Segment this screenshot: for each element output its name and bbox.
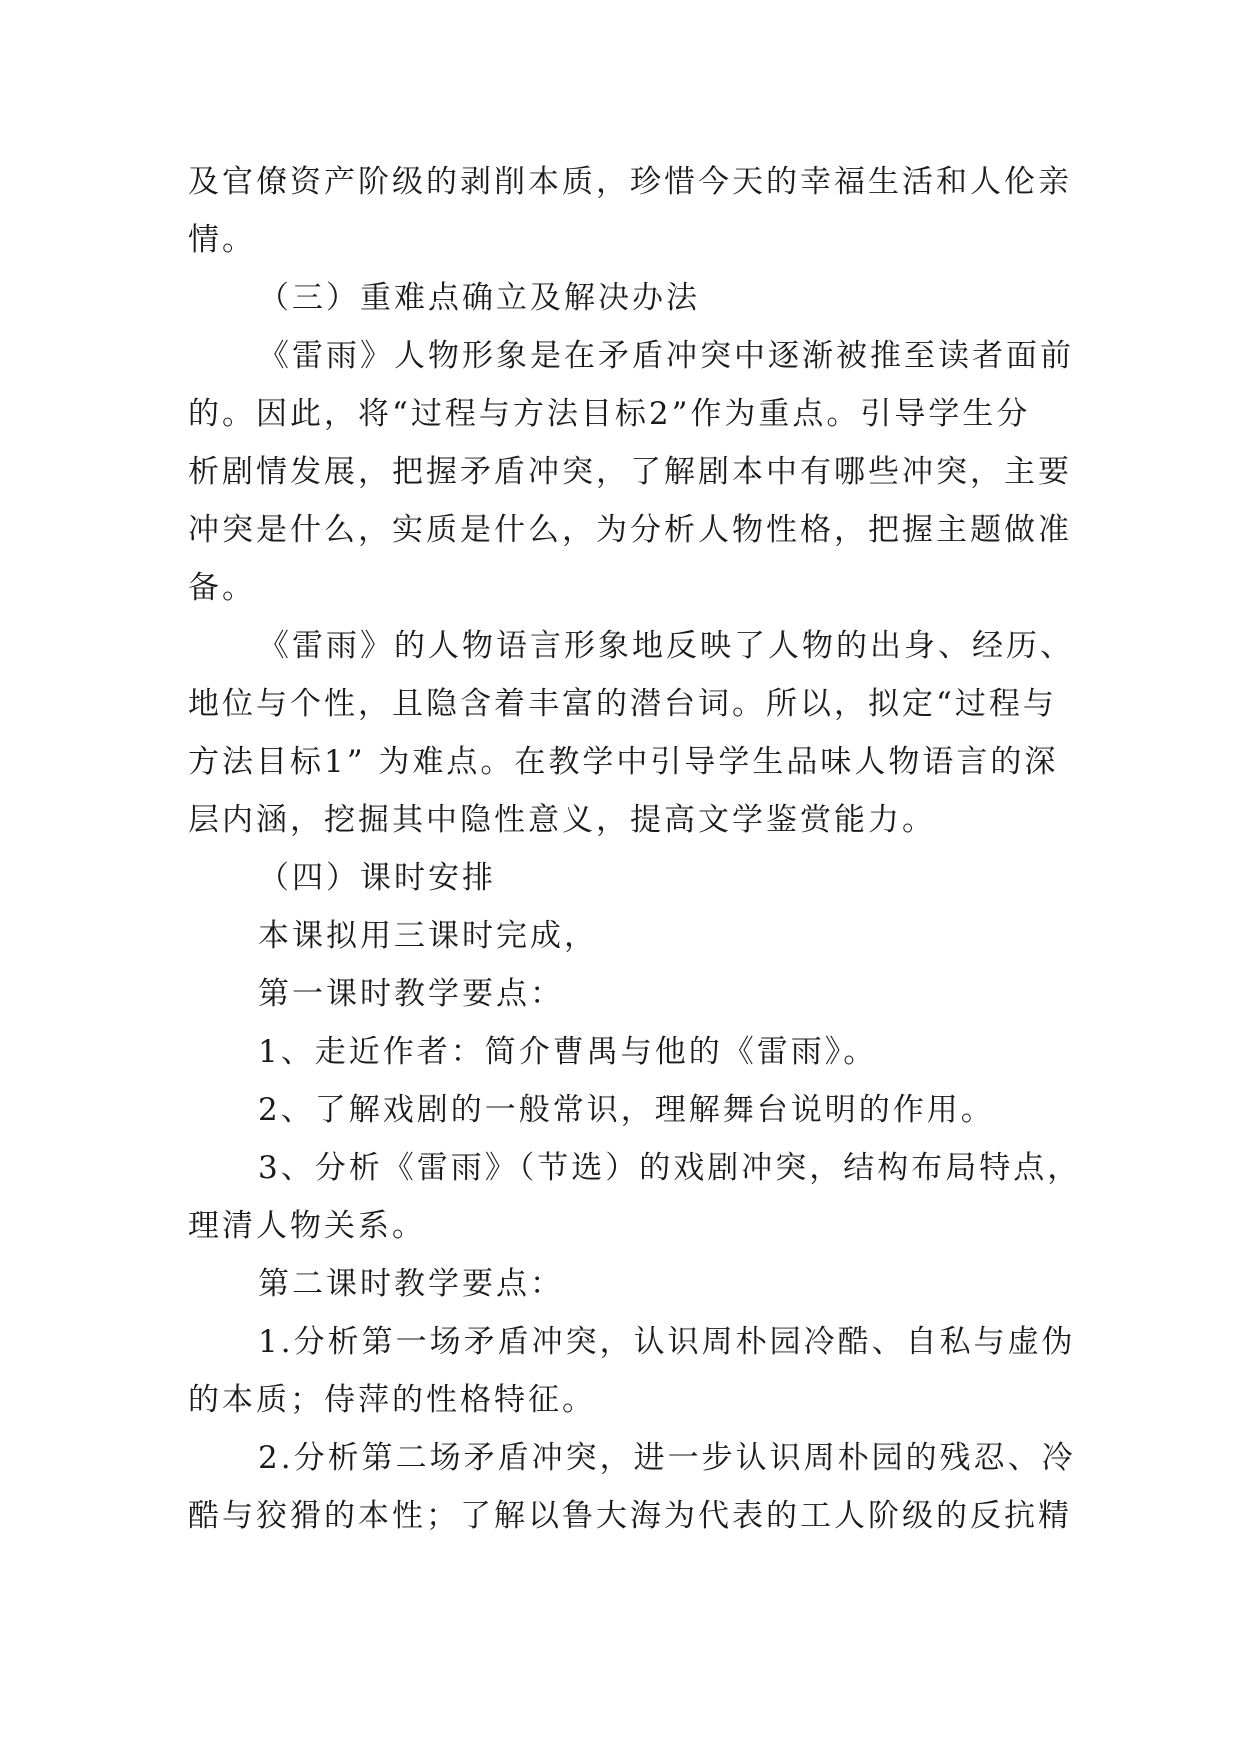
- list-item: 2、了解戏剧的一般常识，理解舞台说明的作用。: [258, 1092, 995, 1128]
- text-line: 的。因此，将“过程与方法目标2”作为重点。引导学生分: [188, 396, 1031, 432]
- text-line: 及官僚资产阶级的剥削本质，珍惜今天的幸福生活和人伦亲: [188, 164, 1072, 200]
- text-line: 备。: [188, 570, 256, 606]
- section-heading: （四）课时安排: [258, 860, 496, 896]
- subheading: 第二课时教学要点：: [258, 1266, 564, 1302]
- text-line: 的本质；侍萍的性格特征。: [188, 1382, 596, 1418]
- list-item: 3、分析《雷雨》（节选）的戏剧冲突，结构布局特点，: [258, 1150, 1082, 1186]
- text-line: 地位与个性，且隐含着丰富的潜台词。所以，拟定“过程与: [188, 686, 1057, 722]
- text-line: 《雷雨》的人物语言形象地反映了人物的出身、经历、: [258, 628, 1074, 664]
- section-heading: （三）重难点确立及解决办法: [258, 280, 700, 316]
- list-item: 1.分析第一场矛盾冲突，认识周朴园冷酷、自私与虚伪: [258, 1324, 1076, 1360]
- text-line: 酷与狡猾的本性；了解以鲁大海为代表的工人阶级的反抗精: [188, 1498, 1072, 1534]
- text-line: 析剧情发展，把握矛盾冲突，了解剧本中有哪些冲突，主要: [188, 454, 1072, 490]
- text-line: 方法目标1” 为难点。在教学中引导学生品味人物语言的深: [188, 744, 1059, 780]
- text-line: 层内涵，挖掘其中隐性意义，提高文学鉴赏能力。: [188, 802, 936, 838]
- text-line: 理清人物关系。: [188, 1208, 426, 1244]
- text-line: 情。: [188, 222, 256, 258]
- text-line: 冲突是什么，实质是什么，为分析人物性格，把握主题做准: [188, 512, 1072, 548]
- text-line: 本课拟用三课时完成，: [258, 918, 598, 954]
- list-item: 2.分析第二场矛盾冲突，进一步认识周朴园的残忍、冷: [258, 1440, 1076, 1476]
- text-line: 《雷雨》人物形象是在矛盾冲突中逐渐被推至读者面前: [258, 338, 1074, 374]
- list-item: 1、走近作者：简介曹禺与他的《雷雨》。: [258, 1034, 878, 1070]
- subheading: 第一课时教学要点：: [258, 976, 564, 1012]
